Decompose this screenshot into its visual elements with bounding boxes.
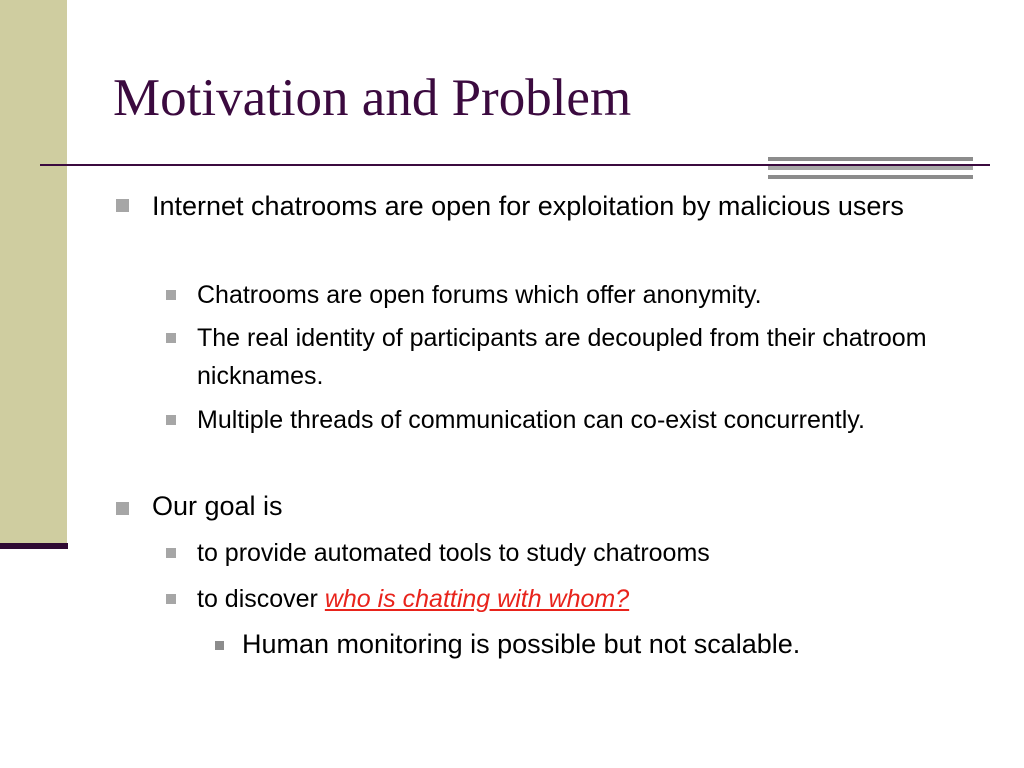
- square-bullet-icon: [166, 548, 176, 558]
- square-bullet-icon: [166, 333, 176, 343]
- bullet-level3-text: Human monitoring is possible but not scalable.: [242, 629, 801, 659]
- slide-title: Motivation and Problem: [113, 69, 632, 127]
- bullet-text-prefix: to discover: [197, 585, 325, 613]
- square-bullet-icon: [166, 594, 176, 604]
- bullet-level2-text: Chatrooms are open forums which offer anonymity.: [197, 281, 762, 309]
- square-bullet-icon: [215, 641, 224, 650]
- bullet-level2-text: [197, 580, 927, 618]
- square-bullet-icon: [166, 415, 176, 425]
- square-bullet-icon: [166, 290, 176, 300]
- square-bullet-icon: [116, 502, 129, 515]
- bullet-level2-text: Multiple threads of communication can co-exist concurrently.: [197, 406, 865, 434]
- bullet-level2-text: The real identity of participants are decoupled from their chatroom nicknames.: [197, 324, 927, 390]
- bullet-level1-text: Internet chatrooms are open for exploitation by malicious users: [152, 191, 904, 221]
- bullet-level2-text: to provide automated tools to study chatrooms: [197, 539, 710, 567]
- emphasis-link-text[interactable]: who is chatting with whom?: [324, 585, 630, 613]
- square-bullet-icon: [116, 199, 129, 212]
- bullet-level1-text: Our goal is: [152, 491, 283, 521]
